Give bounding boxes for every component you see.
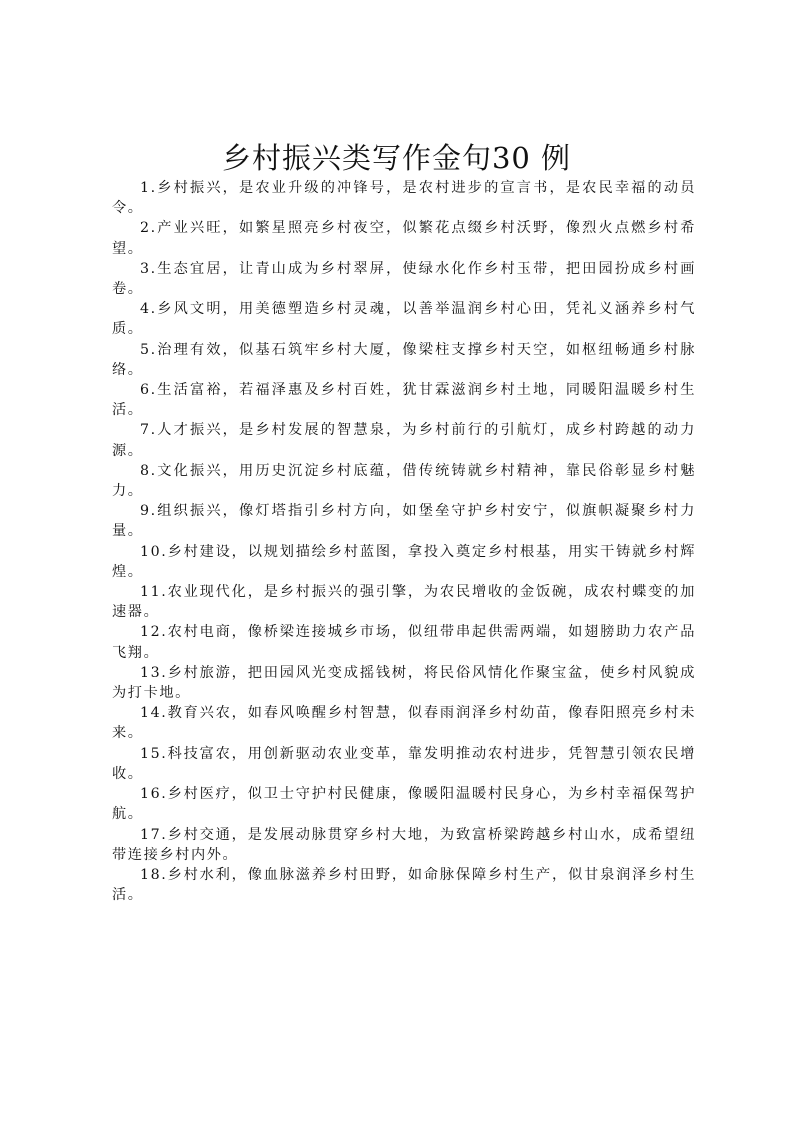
paragraph: 1.乡村振兴，是农业升级的冲锋号，是农村进步的宣言书，是农民幸福的动员令。 [112,180,696,217]
document-title: 乡村振兴类写作金句30 例 [221,141,572,175]
paragraph: 18.乡村水利，像血脉滋养乡村田野，如命脉保障乡村生产，似甘泉润泽乡村生活。 [112,866,696,904]
document-body [112,178,696,905]
paragraph: 17.乡村交通，是发展动脉贯穿乡村大地，为致富桥梁跨越乡村山水，成希望纽带连接乡村内外。 [112,826,696,863]
paragraph: 15.科技富农，用创新驱动农业变革，靠发明推动农村进步，凭智慧引领农民增收。 [112,745,696,782]
paragraph: 14.教育兴农，如春风唤醒乡村智慧，似春雨润泽乡村幼苗，像春阳照亮乡村未来。 [112,705,696,742]
paragraph: 7.人才振兴，是乡村发展的智慧泉，为乡村前行的引航灯，成乡村跨越的动力源。 [112,422,696,459]
paragraph: 4.乡风文明，用美德塑造乡村灵魂，以善举温润乡村心田，凭礼义涵养乡村气质。 [112,301,696,338]
paragraph: 3.生态宜居，让青山成为乡村翠屏，使绿水化作乡村玉带，把田园扮成乡村画卷。 [112,260,696,298]
paragraph: 6.生活富裕，若福泽惠及乡村百姓，犹甘霖滋润乡村土地，同暖阳温暖乡村生活。 [112,382,696,419]
paragraph: 11.农业现代化，是乡村振兴的强引擎，为农民增收的金饭碗，成农村蝶变的加速器。 [112,584,696,621]
paragraph: 5.治理有效，似基石筑牢乡村大厦，像梁柱支撑乡村天空，如枢纽畅通乡村脉络。 [112,341,696,378]
paragraph: 13.乡村旅游，把田园风光变成摇钱树，将民俗风情化作聚宝盆，使乡村风貌成为打卡地。 [112,664,696,702]
paragraph: 12.农村电商，像桥梁连接城乡市场，似纽带串起供需两端，如翅膀助力农产品飞翔。 [112,624,696,661]
paragraph: 10.乡村建设，以规划描绘乡村蓝图，拿投入奠定乡村根基，用实干铸就乡村辉煌。 [112,543,696,580]
paragraph: 9.组织振兴，像灯塔指引乡村方向，如堡垒守护乡村安宁，似旗帜凝聚乡村力量。 [112,503,696,540]
paragraph: 8.文化振兴，用历史沉淀乡村底蕴，借传统铸就乡村精神，靠民俗彰显乡村魅力。 [112,462,696,500]
paragraph: 16.乡村医疗，似卫士守护村民健康，像暖阳温暖村民身心，为乡村幸福保驾护航。 [112,786,696,823]
paragraph: 2.产业兴旺，如繁星照亮乡村夜空，似繁花点缀乡村沃野，像烈火点燃乡村希望。 [112,220,696,257]
